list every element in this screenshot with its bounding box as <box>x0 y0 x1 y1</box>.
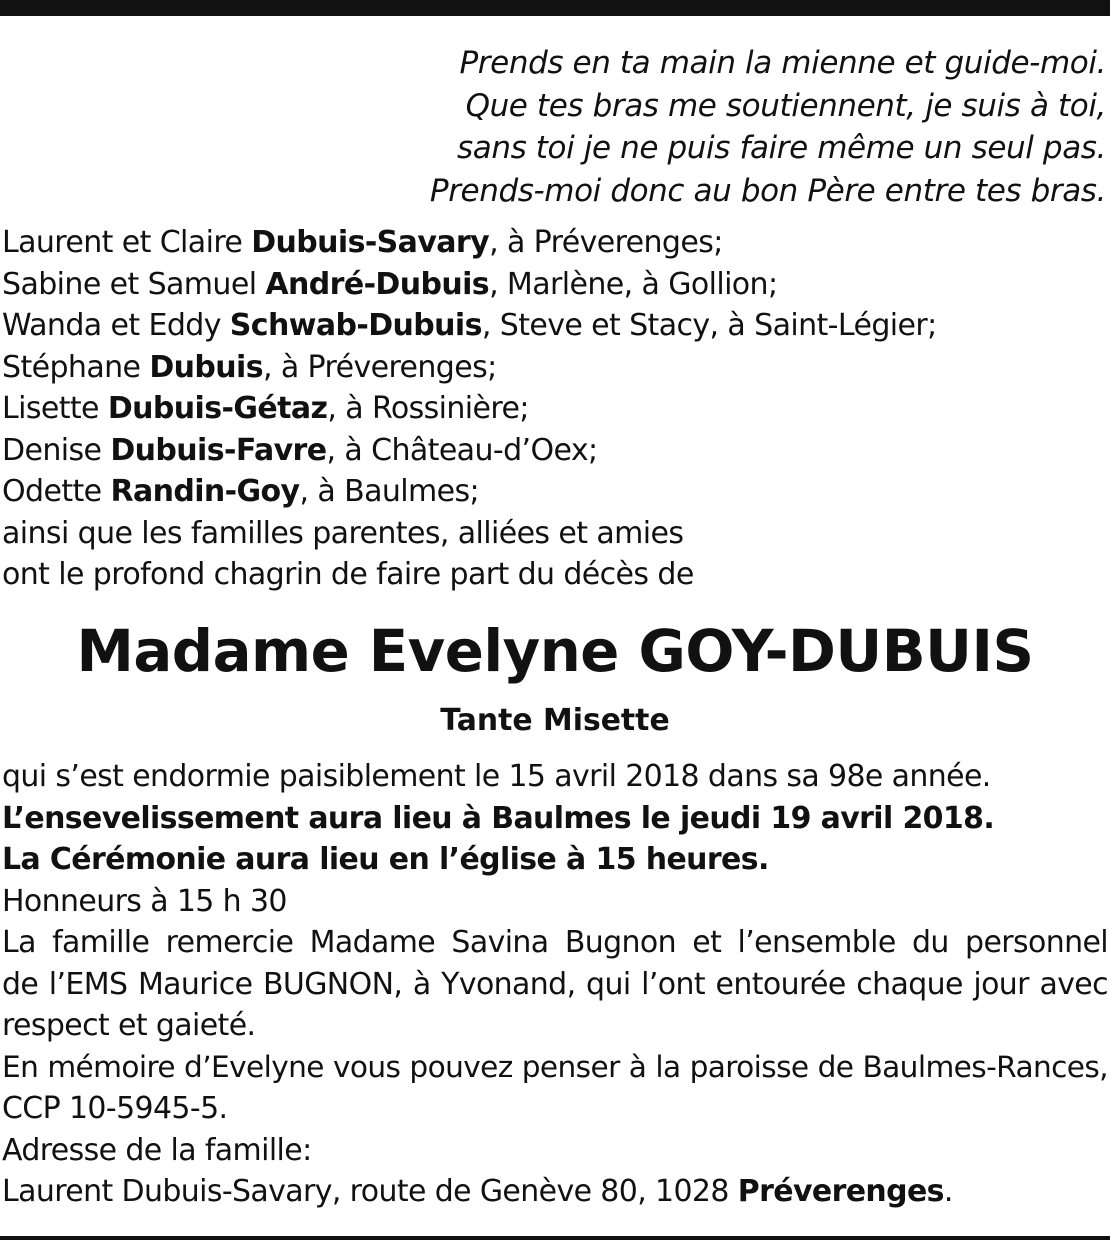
passing-statement: qui s’est endormie paisiblement le 15 avril 2018 dans sa 98e année. <box>2 759 991 794</box>
family-member-surname: Schwab-Dubuis <box>229 308 482 343</box>
burial-statement: L’ensevelissement aura lieu à Baulmes le jeudi 19 avril 2018. <box>2 800 995 836</box>
family-member-first-names: Laurent et Claire <box>2 225 252 260</box>
bottom-rule <box>0 1236 1110 1240</box>
family-member-place: , Marlène, à Gollion; <box>489 266 778 302</box>
address-end: . <box>943 1174 953 1209</box>
thanks-line: respect et gaieté. <box>2 1008 256 1043</box>
family-member-line <box>2 388 937 430</box>
family-member-first-names: Sabine et Samuel <box>2 266 266 302</box>
address-label: Adresse de la famille: <box>2 1132 312 1168</box>
family-member-surname: Dubuis <box>149 349 263 385</box>
poem-line: sans toi je ne puis faire même un seul pas. <box>457 130 1106 166</box>
family-member-line <box>2 347 937 389</box>
family-member-place: , Steve et Stacy, à Saint-Légier; <box>481 308 937 343</box>
family-member-first-names: Odette <box>2 474 111 509</box>
family-member-line <box>2 264 937 306</box>
poem-line: Prends-moi donc au bon Père entre tes bras. <box>429 172 1106 209</box>
family-member-place: , à Préverenges; <box>489 225 723 260</box>
family-closing-line: ont le profond chagrin de faire part du décès de <box>2 557 694 592</box>
family-member-first-names: Wanda et Eddy <box>2 308 230 343</box>
deceased-name: Madame Evelyne GOY-DUBUIS <box>76 617 1034 685</box>
thanks-line: La famille remercie Madame Savina Bugnon et l’ensemble du personnel <box>2 925 1108 960</box>
family-member-place: , à Baulmes; <box>299 474 480 509</box>
deceased-nickname: Tante Misette <box>440 703 670 738</box>
family-member-surname: Randin-Goy <box>110 474 300 509</box>
poem <box>430 42 1106 212</box>
family-member-line <box>2 430 937 472</box>
family-member-surname: André-Dubuis <box>265 266 490 302</box>
family-closing-line: ainsi que les familles parentes, alliées et amies <box>2 515 684 551</box>
top-rule <box>0 0 1110 16</box>
family-list <box>2 222 937 596</box>
memory-line: En mémoire d’Evelyne vous pouvez penser à la paroisse de Baulmes-Rances, <box>2 1049 1108 1084</box>
ceremony-statement: La Cérémonie aura lieu en l’église à 15 heures. <box>2 842 769 877</box>
family-member-line <box>2 222 937 264</box>
funeral-details <box>2 756 1108 1213</box>
poem-line: Que tes bras me soutiennent, je suis à toi, <box>465 87 1106 124</box>
family-member-place: , à Château-d’Oex; <box>326 432 598 468</box>
thanks-line: de l’EMS Maurice BUGNON, à Yvonand, qui l’ont entourée chaque jour avec <box>2 966 1108 1002</box>
family-member-surname: Dubuis-Favre <box>110 432 327 468</box>
address-city: Préverenges <box>737 1174 944 1209</box>
family-member-first-names: Stéphane <box>2 349 150 385</box>
family-member-surname: Dubuis-Savary <box>251 225 490 260</box>
family-member-place: , à Préverenges; <box>262 349 497 385</box>
family-address <box>2 1171 1108 1213</box>
poem-line: Prends en ta main la mienne et guide-moi. <box>459 45 1106 81</box>
honours-statement: Honneurs à 15 h 30 <box>2 883 287 919</box>
address-street: Laurent Dubuis-Savary, route de Genève 80, 1028 <box>2 1174 738 1209</box>
family-member-line <box>2 305 937 347</box>
family-member-line <box>2 471 937 513</box>
family-member-first-names: Denise <box>2 432 111 468</box>
family-member-place: , à Rossinière; <box>327 391 529 426</box>
family-member-first-names: Lisette <box>2 391 108 426</box>
memory-line: CCP 10-5945-5. <box>2 1091 228 1126</box>
family-member-surname: Dubuis-Gétaz <box>107 391 328 426</box>
